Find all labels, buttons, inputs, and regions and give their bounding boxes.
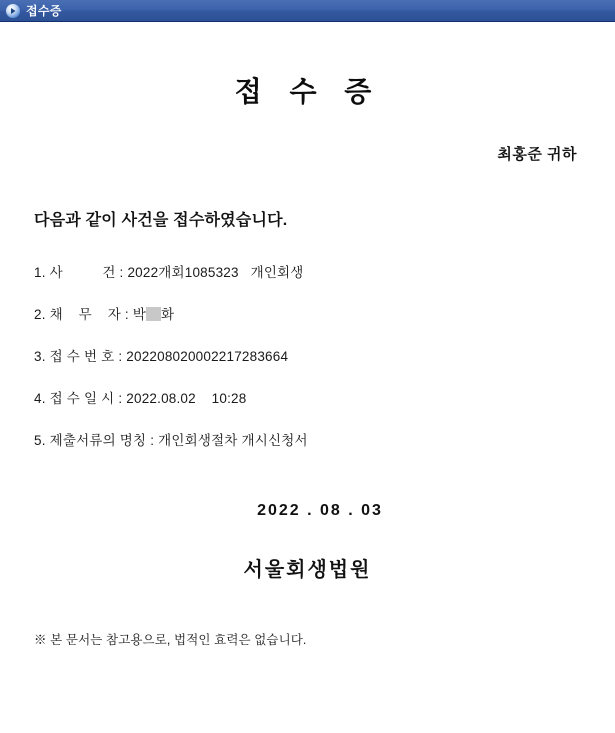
list-item <box>34 303 585 323</box>
circle-arrow-right-icon <box>6 4 20 18</box>
redaction-block <box>146 307 161 321</box>
receipt-item-list <box>30 261 585 449</box>
lead-sentence: 다음과 같이 사건을 접수하였습니다. <box>34 212 288 229</box>
item-label: 5. 제출서류의 명칭 : <box>34 433 159 448</box>
issue-date: 2022 . 08 . 03 <box>257 502 383 519</box>
item-value: 202208020002217283664 <box>126 349 289 364</box>
item-label: 2. 채 무 자 : <box>34 307 133 322</box>
item-value: 2022.08.02 10:28 <box>126 391 247 406</box>
window-title: 접수증 <box>26 4 62 18</box>
item-value: 개인회생절차 개시신청서 <box>158 433 308 448</box>
item-value-suffix: 화 <box>161 307 175 322</box>
item-label: 1. 사 건 : <box>34 265 128 280</box>
item-label: 3. 접 수 번 호 : <box>34 349 127 364</box>
addressee: 최홍준 귀하 <box>497 146 577 163</box>
page-title: 접 수 증 <box>234 75 381 108</box>
court-name: 서울회생법원 <box>243 559 372 581</box>
window-titlebar <box>0 0 615 22</box>
item-value: 2022개회1085323 개인회생 <box>127 265 304 280</box>
item-label: 4. 접 수 일 시 : <box>34 391 127 406</box>
list-item <box>34 387 585 407</box>
item-value-prefix: 박 <box>132 307 147 322</box>
footnote: ※ 본 문서는 참고용으로, 법적인 효력은 없습니다. <box>34 633 307 647</box>
list-item <box>34 345 585 365</box>
receipt-document <box>0 70 615 733</box>
list-item <box>34 261 585 281</box>
list-item <box>34 429 585 449</box>
